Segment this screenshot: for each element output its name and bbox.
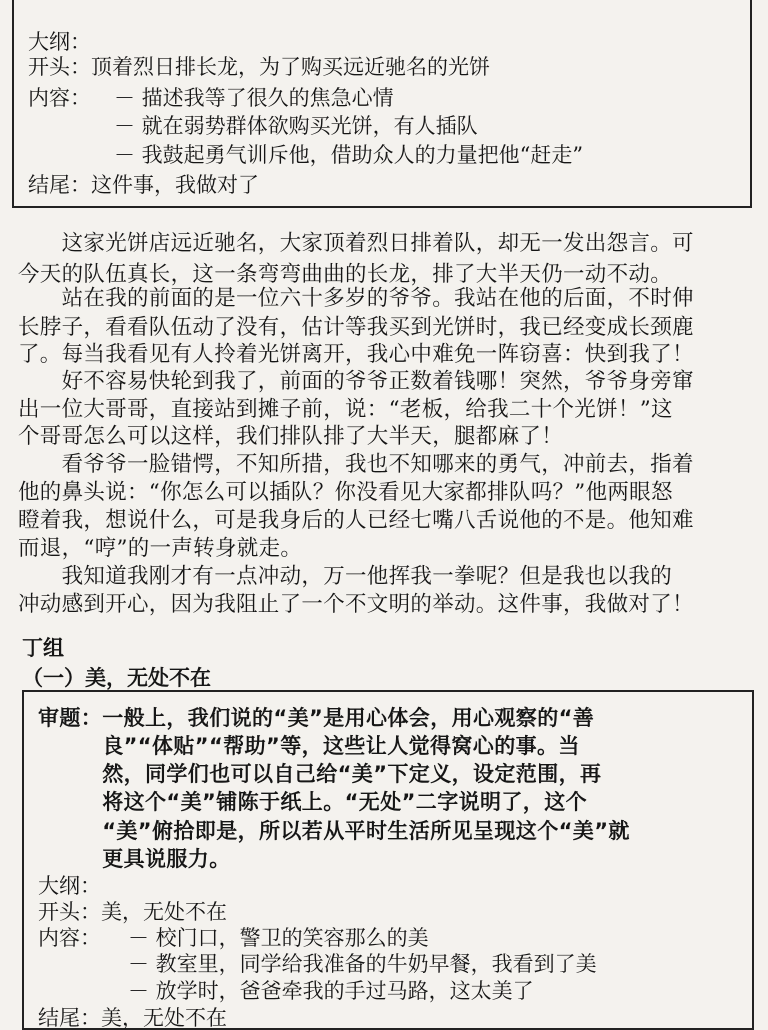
- outline-item: － 教室里，同学给我准备的牛奶早餐，我看到了美: [128, 952, 597, 976]
- analysis-line: 将这个“美”铺陈于纸上。“无处”二字说明了，这个: [38, 790, 588, 814]
- outline-content-label: 内容：: [28, 86, 91, 110]
- essay-line: 长脖子，看看队伍动了没有，估计等我买到光饼时，我已经变成长颈鹿: [18, 315, 694, 340]
- essay-line: 了。每当我看见有人拎着光饼离开，我心中难免一阵窃喜：快到我了！: [18, 342, 694, 367]
- outline-item: － 我鼓起勇气训斥他，借助众人的力量把他“赶走”: [114, 143, 584, 167]
- essay-line: 我知道我刚才有一点冲动，万一他挥我一拳呢？但是我也以我的: [18, 564, 673, 589]
- analysis-line: “美”俯拾即是，所以若从平时生活所见呈现这个“美”就: [38, 819, 630, 843]
- outline-ending: 结尾：这件事，我做对了: [28, 173, 259, 197]
- outline-opening: 开头：美，无处不在: [38, 900, 227, 924]
- group-heading: 丁组: [22, 636, 64, 660]
- outline-content-label: 内容：: [38, 926, 101, 950]
- analysis-line: 审题：一般上，我们说的“美”是用心体会，用心观察的“善: [38, 706, 595, 730]
- outline-item: － 放学时，爸爸牵我的手过马路，这太美了: [128, 979, 534, 1003]
- analysis-line: 更具说服力。: [38, 847, 231, 871]
- essay-line: 站在我的前面的是一位六十多岁的爷爷。我站在他的后面，不时伸: [18, 286, 694, 311]
- essay-line: 他的鼻头说：“你怎么可以插队？你没看见大家都排队吗？”他两眼怒: [18, 480, 673, 505]
- essay-line: 冲动感到开心，因为我阻止了一个不文明的举动。这件事，我做对了！: [18, 592, 694, 617]
- analysis-line: 良”“体贴”“帮助”等，这些让人觉得窝心的事。当: [38, 734, 580, 758]
- outline-opening: 开头：顶着烈日排长龙，为了购买远近驰名的光饼: [28, 55, 490, 79]
- essay-line: 出一位大哥哥，直接站到摊子前，说：“老板，给我二十个光饼！”这: [18, 397, 673, 422]
- essay-line: 这家光饼店远近驰名，大家顶着烈日排着队，却无一发出怨言。可: [18, 231, 694, 256]
- outline-ending: 结尾：美，无处不在: [38, 1006, 227, 1030]
- topic-heading: （一）美，无处不在: [22, 666, 211, 690]
- outline-box-2: [22, 690, 754, 1030]
- essay-line: 今天的队伍真长，这一条弯弯曲曲的长龙，排了大半天仍一动不动。: [18, 262, 673, 287]
- outline-item: － 校门口，警卫的笑容那么的美: [128, 926, 429, 950]
- outline-label: 大纲：: [28, 30, 91, 54]
- essay-line: 瞪着我，想说什么，可是我身后的人已经七嘴八舌说他的不是。他知难: [18, 508, 694, 533]
- essay-line: 个哥哥怎么可以这样，我们排队排了大半天，腿都麻了！: [18, 424, 564, 449]
- essay-line: 好不容易快轮到我了，前面的爷爷正数着钱哪！突然，爷爷身旁窜: [18, 369, 694, 394]
- analysis-line: 然，同学们也可以自己给“美”下定义，设定范围，再: [38, 762, 602, 786]
- essay-line: 看爷爷一脸错愕，不知所措，我也不知哪来的勇气，冲前去，指着: [18, 452, 694, 477]
- outline-label: 大纲：: [38, 874, 101, 898]
- outline-item: － 描述我等了很久的焦急心情: [114, 86, 394, 110]
- essay-line: 而退，“哼”的一声转身就走。: [18, 536, 303, 561]
- outline-box-1: [12, 0, 752, 208]
- outline-item: － 就在弱势群体欲购买光饼，有人插队: [114, 114, 478, 138]
